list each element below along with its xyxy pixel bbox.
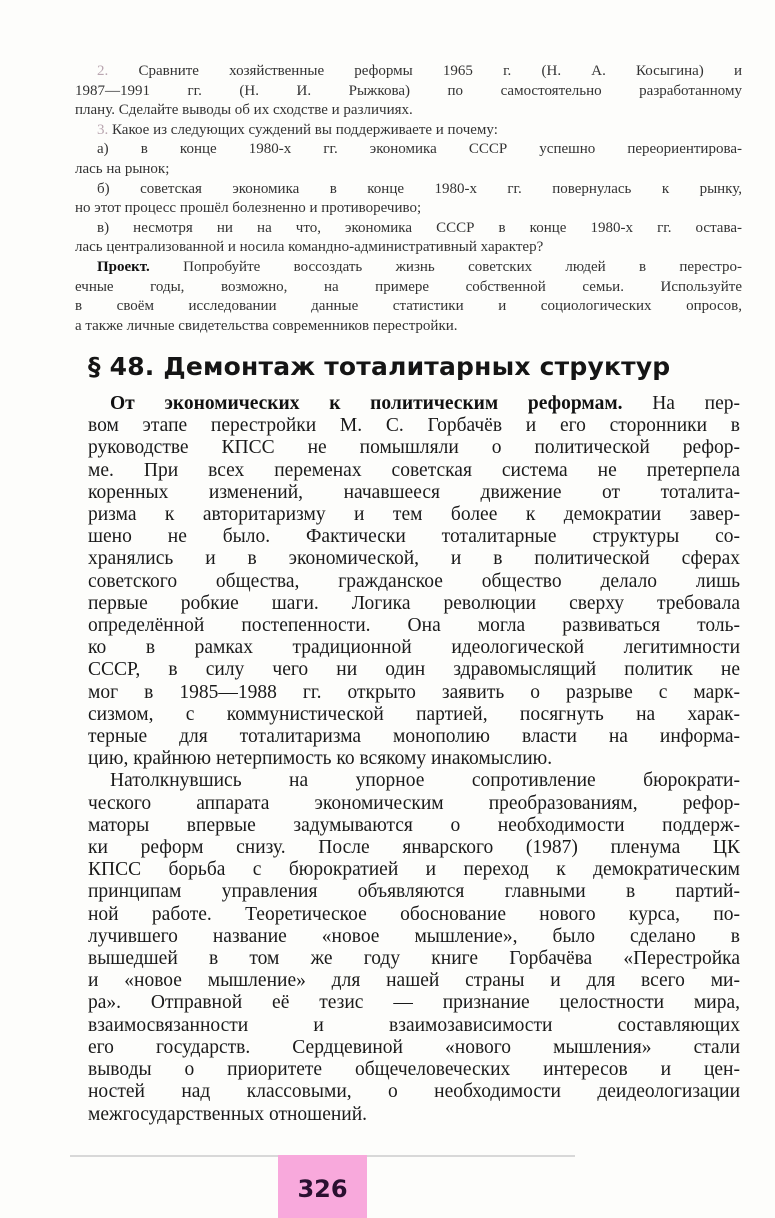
line-text: Попробуйте воссоздать жизнь советских людей в перестро- — [183, 258, 742, 275]
line-text: мог в 1985—1988 гг. открыто заявить о разрыве с марк- — [88, 681, 740, 703]
text-line — [88, 637, 740, 659]
text-line — [88, 659, 740, 681]
task-paragraph — [75, 180, 742, 219]
line-text: На пер- — [652, 393, 741, 414]
text-line — [88, 881, 740, 903]
line-text: маторы впервые задумываются о необходимости поддерж- — [88, 814, 740, 836]
task-paragraph — [75, 258, 742, 336]
text-line — [88, 726, 740, 748]
text-line — [88, 504, 740, 526]
text-line — [75, 238, 742, 258]
text-line — [88, 682, 740, 704]
text-line — [88, 815, 740, 837]
line-text: ностей над классовыми, о необходимости деидеологизации — [88, 1081, 740, 1103]
text-line — [75, 219, 742, 239]
line-text: принципам управления объявляются главными в партий- — [88, 881, 740, 903]
body-paragraph — [88, 393, 740, 770]
lead-phrase: От экономических к политическим реформам. — [110, 393, 623, 414]
line-text: в своём исследовании данные статистики и социологических опросов, — [75, 298, 742, 315]
text-line — [88, 415, 740, 437]
text-line — [88, 571, 740, 593]
text-line — [88, 615, 740, 637]
body-paragraph — [88, 770, 740, 1125]
line-text: СССР, в силу чего ни один здравомыслящий политик не — [88, 659, 740, 681]
section-body — [88, 393, 740, 1126]
line-text: плану. Сделайте выводы об их сходстве и различиях. — [75, 102, 413, 119]
line-text: в) несмотря ни на что, экономика СССР в конце 1980-х гг. остава- — [97, 219, 742, 236]
line-text: Натолкнувшись на упорное сопротивление бюрократи- — [110, 770, 740, 792]
page-number: 326 — [297, 1175, 348, 1203]
line-text: лась на рынок; — [75, 160, 170, 177]
line-text: коренных изменений, начавшееся движение от тоталита- — [88, 481, 740, 503]
text-line — [75, 101, 742, 121]
line-text: сизмом, с коммунистической партией, посягнуть на харак- — [88, 703, 740, 725]
line-text: его государств. Сердцевиной «нового мышления» стали — [88, 1036, 740, 1058]
line-text: ра». Отправной её тезис — признание целостности мира, — [88, 992, 740, 1014]
line-text: ки реформ снизу. После январского (1987) пленума ЦК — [88, 837, 740, 859]
line-text: КПСС борьба с бюрократией и переход к демократическим — [88, 859, 740, 881]
text-line — [88, 793, 740, 815]
line-text: ечные годы, возможно, на примере собственной семьи. Используйте — [75, 278, 742, 295]
line-text: вом этапе перестройки М. С. Горбачёв и его сторонники в — [88, 415, 740, 437]
text-line — [88, 926, 740, 948]
text-line — [75, 317, 742, 337]
line-text: и «новое мышление» для нашей страны и для всего ми- — [88, 970, 740, 992]
page-number-tab — [278, 1155, 367, 1218]
line-text: советского общества, гражданское общество делало лишь — [88, 570, 740, 592]
line-text: цию, крайнюю нетерпимость ко всякому инакомыслию. — [88, 748, 553, 770]
text-line — [75, 62, 742, 82]
line-text: шено не было. Фактически тоталитарные структуры со- — [88, 526, 740, 548]
lead-phrase: Проект. — [97, 258, 150, 275]
line-text: ческого аппарата экономическим преобразованиям, рефор- — [88, 792, 740, 814]
line-text: лась централизованной и носила командно-административный характер? — [75, 239, 544, 256]
text-line — [88, 393, 740, 415]
line-text: руководстве КПСС не помышляли о политической рефор- — [88, 437, 740, 459]
task-paragraph — [75, 140, 742, 179]
line-text: определённой постепенности. Она могла развиваться толь- — [88, 615, 740, 637]
section-title: § 48. Демонтаж тоталитарных структур — [88, 352, 671, 381]
text-line — [88, 748, 740, 770]
text-line — [75, 121, 742, 141]
line-text: выводы о приоритете общечеловеческих интересов и цен- — [88, 1059, 740, 1081]
text-line — [88, 1015, 740, 1037]
line-text: а также личные свидетельства современников перестройки. — [75, 317, 458, 334]
text-line — [75, 160, 742, 180]
task-number: 3. — [97, 121, 109, 138]
line-text: взаимосвязанности и взаимозависимости составляющих — [88, 1014, 740, 1036]
text-line — [88, 837, 740, 859]
text-line — [88, 460, 740, 482]
task-paragraph — [75, 219, 742, 258]
line-text: лучившего название «новое мышление», было сделано в — [88, 925, 740, 947]
line-text: 1987—1991 гг. (Н. И. Рыжкова) по самостоятельно разработанному — [75, 82, 742, 99]
line-text: хранялись и в экономической, и в политической сферах — [88, 548, 740, 570]
line-text: а) в конце 1980-х гг. экономика СССР успешно переориентирова- — [97, 141, 742, 158]
line-text: ме. При всех переменах советская система не претерпела — [88, 459, 740, 481]
text-line — [75, 199, 742, 219]
line-text: б) советская экономика в конце 1980-х гг. повернулась к рынку, — [97, 180, 742, 197]
text-line — [88, 992, 740, 1014]
line-text: терные для тоталитаризма монополию власти на информа- — [88, 726, 740, 748]
text-line — [88, 437, 740, 459]
line-text: Сравните хозяйственные реформы 1965 г. (Н. А. Косыгина) и — [138, 63, 743, 79]
text-line — [88, 548, 740, 570]
text-line — [75, 140, 742, 160]
task-paragraph — [75, 121, 742, 141]
line-text: вышедшей в том же году книге Горбачёва «Перестройка — [88, 948, 740, 970]
text-line — [88, 904, 740, 926]
text-line — [88, 593, 740, 615]
review-tasks — [75, 62, 742, 336]
text-line — [88, 859, 740, 881]
line-text: но этот процесс прошёл болезненно и противоречиво; — [75, 200, 422, 217]
text-line — [75, 258, 742, 278]
task-number: 2. — [97, 63, 109, 79]
text-line — [88, 526, 740, 548]
text-line — [88, 770, 740, 792]
text-line — [88, 482, 740, 504]
text-line — [75, 180, 742, 200]
text-line — [88, 704, 740, 726]
task-paragraph — [75, 62, 742, 121]
line-text: первые робкие шаги. Логика революции сверху требовала — [88, 592, 740, 614]
line-text: ной работе. Теоретическое обоснование нового курса, по- — [88, 903, 740, 925]
text-line — [88, 970, 740, 992]
text-line — [75, 297, 742, 317]
text-line — [88, 1104, 740, 1126]
text-line — [75, 278, 742, 298]
line-text: межгосударственных отношений. — [88, 1103, 368, 1125]
text-line — [75, 82, 742, 102]
text-line — [88, 1037, 740, 1059]
text-line — [88, 948, 740, 970]
text-line — [88, 1059, 740, 1081]
text-line — [88, 1081, 740, 1103]
line-text: Какое из следующих суждений вы поддерживаете и почему: — [112, 121, 498, 138]
line-text: ко в рамках традиционной идеологической легитимности — [88, 637, 740, 659]
line-text: ризма к авторитаризму и тем более к демократии завер- — [88, 504, 740, 526]
